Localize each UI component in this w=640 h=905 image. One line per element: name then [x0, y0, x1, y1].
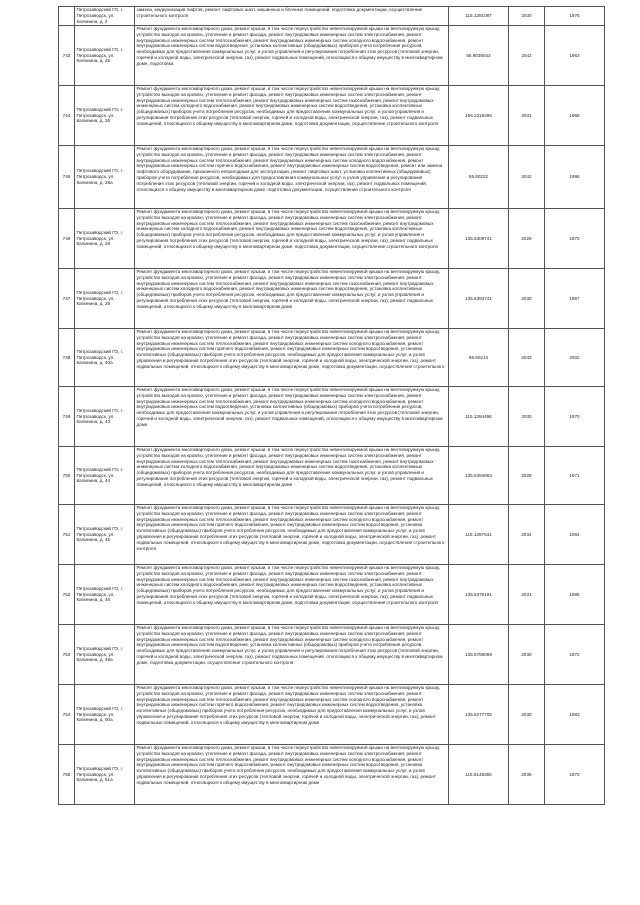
- table-row: [59, 26, 605, 86]
- row-repair-year: 2036: [509, 745, 545, 805]
- row-cost: 115.1394496: [449, 387, 509, 447]
- row-number: 743: [59, 26, 75, 86]
- row-address: Петрозаводский ГО, г. Петрозаводск, ул. Калинина, д. 25: [75, 26, 135, 86]
- table-row: [59, 745, 605, 805]
- row-build-year: 1983: [545, 685, 605, 745]
- row-build-year: 2002: [545, 329, 605, 387]
- row-cost: 135.5759069: [449, 625, 509, 685]
- table-body: [59, 7, 605, 805]
- row-address: Петрозаводский ГО, г. Петрозаводск, ул. Калинина, д. 2: [75, 7, 135, 26]
- row-cost: 65.9039042: [449, 26, 509, 86]
- row-cost: 115.1397541: [449, 505, 509, 565]
- table-row: [59, 505, 605, 565]
- row-repair-year: 2029: [509, 447, 545, 505]
- row-build-year: 1968: [545, 86, 605, 146]
- row-repair-year: 2042: [509, 146, 545, 209]
- table-row: [59, 269, 605, 329]
- row-address: Петрозаводский ГО, г. Петрозаводск, ул. Калинина, д. 28: [75, 209, 135, 269]
- row-works: Ремонт фундамента многоквартирного дома, ремонт крыши, в том числе переустройство невентилируемой крыши на вентилируемую крышу, устройство выходов на кровлю, утепление и ремонт фасада, ремонт внутридомовых инженерных систем электроснабжения, ремонт внутридомовых инженерных систем теплоснабжения, ремонт внутридомовых инженерных систем холодного водоснабжения, ремонт внутридомовых инженерных систем горячего водоснабжения, ремонт внутридомовых инженерных систем водоотведения, ремонт или замена лифтового оборудования, признанного непригодным для эксплуатации, ремонт лифтовых шахт, установка коллективных (общедомовых) приборов учета потребления ресурсов, необходимых для предоставления коммунальных услуг, и узлов управления и регулирования потребления этих ресурсов (тепловой энергии, горячей и холодной воды, электрической энергии, газ), ремонт подвальных помещений, относящихся к общему имуществу в многоквартирном доме, подготовка документации, осуществление строительного контроля: [135, 146, 449, 209]
- row-works: Ремонт фундамента многоквартирного дома, ремонт крыши, в том числе переустройство невентилируемой крыши на вентилируемую крышу, устройство выходов на кровлю, утепление и ремонт фасада, ремонт внутридомовых инженерных систем электроснабжения, ремонт внутридомовых инженерных систем теплоснабжения, ремонт внутридомовых инженерных систем газоснабжения, ремонт внутридомовых инженерных систем холодного водоснабжения, ремонт внутридомовых инженерных систем водоотведения, установка коллективных (общедомовых) приборов учета потребления ресурсов, необходимых для предоставления коммунальных услуг, и узлов управления и регулирования потребления этих ресурсов (тепловой энергии, горячей и холодной воды, электрической энергии, газ), ремонт подвальных помещений, относящихся к общему имуществу в многоквартирном доме: [135, 269, 449, 329]
- row-works: Ремонт фундамента многоквартирного дома, ремонт крыши, в том числе переустройство невентилируемой крыши на вентилируемую крышу, устройство выходов на кровлю, утепление и ремонт фасада, ремонт внутридомовых инженерных систем электроснабжения, ремонт внутридомовых инженерных систем теплоснабжения, ремонт внутридомовых инженерных систем газоснабжения, ремонт внутридомовых инженерных систем холодного водоснабжения, ремонт внутридомовых инженерных систем водоотведения, установка коллективных (общедомовых) приборов учета потребления ресурсов, необходимых для предоставления коммунальных услуг, и узлов управления и регулирования потребления этих ресурсов (тепловой энергии, горячей и холодной воды, электрической энергии, газ), ремонт подвальных помещений, относящихся к общему имуществу в многоквартирном доме: [135, 447, 449, 505]
- row-address: Петрозаводский ГО, г. Петрозаводск, ул. Калинина, д. 46: [75, 565, 135, 625]
- row-number: 747: [59, 269, 75, 329]
- table-row: [59, 7, 605, 26]
- row-address: Петрозаводский ГО, г. Петрозаводск, ул. Калинина, д. 43: [75, 387, 135, 447]
- table-row: [59, 146, 605, 209]
- row-works: замена, модернизация лифтов, ремонт лифтовых шахт, машинных и блочных помещений, подготовка документации, осуществление строительного контроля: [135, 7, 449, 26]
- row-cost: 65.80222: [449, 146, 509, 209]
- row-repair-year: 2030: [509, 7, 545, 26]
- row-number: 746: [59, 209, 75, 269]
- row-number: 745: [59, 146, 75, 209]
- row-build-year: 1973: [545, 745, 605, 805]
- row-address: Петрозаводский ГО, г. Петрозаводск, ул. Калинина, д. 40а: [75, 329, 135, 387]
- capital-repair-table: [58, 6, 605, 805]
- row-works: Ремонт фундамента многоквартирного дома, ремонт крыши, в том числе переустройство невентилируемой крыши на вентилируемую крышу, устройство выходов на кровлю, утепление и ремонт фасада, ремонт внутридомовых инженерных систем электроснабжения, ремонт внутридомовых инженерных систем теплоснабжения, ремонт внутридомовых инженерных систем холодного водоснабжения, ремонт внутридомовых инженерных систем горячего водоснабжения, ремонт внутридомовых инженерных систем водоотведения, установка коллективных (общедомовых) приборов учета потребления ресурсов, необходимых для предоставления коммунальных услуг, и узлов управления и регулирования потребления этих ресурсов (тепловой энергии, горячей и холодной воды, электрической энергии, газ), ремонт подвальных помещений, относящихся к общему имуществу в многоквартирном доме: [135, 685, 449, 745]
- row-cost: 135.5393741: [449, 269, 509, 329]
- row-repair-year: 2030: [509, 625, 545, 685]
- row-cost: 135.5394863: [449, 447, 509, 505]
- row-number: [59, 7, 75, 26]
- row-build-year: 1985: [545, 565, 605, 625]
- row-build-year: 1984: [545, 505, 605, 565]
- row-works: Ремонт фундамента многоквартирного дома, ремонт крыши, в том числе переустройство невентилируемой крыши на вентилируемую крышу, устройство выходов на кровлю, утепление и ремонт фасада, ремонт внутридомовых инженерных систем электроснабжения, ремонт внутридомовых инженерных систем теплоснабжения, ремонт внутридомовых инженерных систем холодного водоснабжения, ремонт внутридомовых инженерных систем горячего водоснабжения, ремонт внутридомовых инженерных систем водоотведения, установка коллективных (общедомовых) приборов учета потребления ресурсов, необходимых для предоставления коммунальных услуг, и узлов управления и регулирования потребления этих ресурсов (тепловой энергии, горячей и холодной воды, электрической энергии, газ), ремонт подвальных помещений, относящихся к общему имуществу в многоквартирном доме, подготовка документации, осуществление строительного: [135, 329, 449, 387]
- table-row: [59, 329, 605, 387]
- row-cost: 65.80214: [449, 329, 509, 387]
- row-works: Ремонт фундамента многоквартирного дома, ремонт крыши, в том числе переустройство невентилируемой крыши на вентилируемую крышу, устройство выходов на кровлю, утепление и ремонт фасада, ремонт внутридомовых инженерных систем электроснабжения, ремонт внутридомовых инженерных систем теплоснабжения, ремонт внутридомовых инженерных систем холодного водоснабжения, ремонт внутридомовых инженерных систем горячего водоснабжения, ремонт внутридомовых инженерных систем водоотведения, установка коллективных (общедомовых) приборов учета потребления ресурсов, необходимых для предоставления коммунальных услуг, и узлов управления и регулирования потребления этих ресурсов (тепловой энергии, горячей и холодной воды, электрической энергии, газ), ремонт подвальных помещений, относящихся к общему имуществу в многоквартирном доме, подготовка документации, осуществление строительного контроля: [135, 505, 449, 565]
- document-page: [58, 6, 604, 805]
- row-address: Петрозаводский ГО, г. Петрозаводск, ул. Калинина, д. 44: [75, 447, 135, 505]
- row-repair-year: 2031: [509, 565, 545, 625]
- row-build-year: 1970: [545, 387, 605, 447]
- row-build-year: 1972: [545, 625, 605, 685]
- table-row: [59, 447, 605, 505]
- row-number: 749: [59, 387, 75, 447]
- row-address: Петрозаводский ГО, г. Петрозаводск, ул. Калинина, д. 29: [75, 269, 135, 329]
- row-cost: 115.1391087: [449, 7, 509, 26]
- row-repair-year: 2042: [509, 26, 545, 86]
- row-repair-year: 2029: [509, 209, 545, 269]
- table-row: [59, 625, 605, 685]
- row-build-year: 1967: [545, 269, 605, 329]
- row-build-year: 1971: [545, 447, 605, 505]
- row-number: 751: [59, 505, 75, 565]
- table-row: [59, 387, 605, 447]
- row-number: 752: [59, 565, 75, 625]
- row-address: Петрозаводский ГО, г. Петрозаводск, ул. Калинина, д. 26: [75, 86, 135, 146]
- row-address: Петрозаводский ГО, г. Петрозаводск, ул. Калинина, д. 51а: [75, 745, 135, 805]
- row-works: Ремонт фундамента многоквартирного дома, ремонт крыши, в том числе переустройство невентилируемой крыши на вентилируемую крышу, устройство выходов на кровлю, утепление и ремонт фасада, ремонт внутридомовых инженерных систем электроснабжения, ремонт внутридомовых инженерных систем теплоснабжения, ремонт внутридомовых инженерных систем холодного водоснабжения, ремонт внутридомовых инженерных систем горячего водоснабжения, ремонт внутридомовых инженерных систем водоотведения, установка коллективных (общедомовых) приборов учета потребления ресурсов, необходимых для предоставления коммунальных услуг, и узлов управления и регулирования потребления этих ресурсов (тепловой энергии, горячей и холодной воды, электрической энергии, газ), ремонт подвальных помещений, относящихся к общему имуществу в многоквартирном доме: [135, 745, 449, 805]
- row-works: Ремонт фундамента многоквартирного дома, ремонт крыши, в том числе переустройство невентилируемой крыши на вентилируемую крышу, устройство выходов на кровлю, утепление и ремонт фасада, ремонт внутридомовых инженерных систем электроснабжения, ремонт внутридомовых инженерных систем теплоснабжения, ремонт внутридомовых инженерных систем холодного водоснабжения, ремонт внутридомовых инженерных систем водоотведения, установка коллективных (общедомовых) приборов учета потребления ресурсов, необходимых для предоставления коммунальных услуг, и узлов управления и регулирования потребления этих ресурсов (тепловой энергии, горячей и холодной воды, электрической энергии, газ), ремонт подвальных помещений, относящихся к общему имуществу в многоквартирном доме, подготовка: [135, 26, 449, 86]
- row-number: 753: [59, 625, 75, 685]
- row-address: Петрозаводский ГО, г. Петрозаводск, ул. Калинина, д. 50а: [75, 685, 135, 745]
- row-build-year: 1998: [545, 146, 605, 209]
- row-build-year: 1970: [545, 209, 605, 269]
- row-repair-year: 2034: [509, 505, 545, 565]
- row-cost: 156.2219296: [449, 86, 509, 146]
- row-repair-year: 2031: [509, 86, 545, 146]
- row-build-year: 1976: [545, 7, 605, 26]
- row-build-year: 1963: [545, 26, 605, 86]
- row-works: Ремонт фундамента многоквартирного дома, ремонт крыши, в том числе переустройство невентилируемой крыши на вентилируемую крышу, устройство выходов на кровлю, утепление и ремонт фасада, ремонт внутридомовых инженерных систем электроснабжения, ремонт внутридомовых инженерных систем теплоснабжения, ремонт внутридомовых инженерных систем холодного водоснабжения, ремонт внутридомовых инженерных систем водоотведения, установка коллективных (общедомовых) приборов учета потребления ресурсов, необходимых для предоставления коммунальных услуг, и узлов управления и регулирования потребления этих ресурсов (тепловой энергии, горячей и холодной воды, электрической энергии, газ), ремонт подвальных помещений, относящихся к общему имуществу в многоквартирном доме: [135, 387, 449, 447]
- row-repair-year: 2030: [509, 269, 545, 329]
- row-works: Ремонт фундамента многоквартирного дома, ремонт крыши, в том числе переустройство невентилируемой крыши на вентилируемую крышу, устройство выходов на кровлю, утепление и ремонт фасада, ремонт внутридомовых инженерных систем электроснабжения, ремонт внутридомовых инженерных систем теплоснабжения, ремонт внутридомовых инженерных систем газоснабжения, ремонт внутридомовых инженерных систем холодного водоснабжения, ремонт внутридомовых инженерных систем водоотведения, установка коллективных (общедомовых) приборов учета потребления ресурсов, необходимых для предоставления коммунальных услуг, и узлов управления и регулирования потребления этих ресурсов (тепловой энергии, горячей и холодной воды, электрической энергии, газ), ремонт подвальных помещений, относящихся к общему имуществу в многоквартирном доме, подготовка документации, осуществление строительного контроля: [135, 209, 449, 269]
- row-works: Ремонт фундамента многоквартирного дома, ремонт крыши, в том числе переустройство невентилируемой крыши на вентилируемую крышу, устройство выходов на кровлю, утепление и ремонт фасада, ремонт внутридомовых инженерных систем электроснабжения, ремонт внутридомовых инженерных систем теплоснабжения, ремонт внутридомовых инженерных систем газоснабжения, ремонт внутридомовых инженерных систем холодного водоснабжения, ремонт внутридомовых инженерных систем водоотведения, установка коллективных (общедомовых) приборов учета потребления ресурсов, необходимых для предоставления коммунальных услуг, и узлов управления и регулирования потребления этих ресурсов (тепловой энергии, горячей и холодной воды, электрической энергии, газ), ремонт подвальных помещений, относящихся к общему имуществу в многоквартирном доме, подготовка документации, осуществление строительного контроля: [135, 565, 449, 625]
- table-row: [59, 209, 605, 269]
- row-number: 755: [59, 745, 75, 805]
- row-works: Ремонт фундамента многоквартирного дома, ремонт крыши, в том числе переустройство невентилируемой крыши на вентилируемую крышу, устройство выходов на кровлю, утепление и ремонт фасада, ремонт внутридомовых инженерных систем электроснабжения, ремонт внутридомовых инженерных систем теплоснабжения, ремонт внутридомовых инженерных систем холодного водоснабжения, ремонт внутридомовых инженерных систем водоотведения, установка коллективных (общедомовых) приборов учета потребления ресурсов, необходимых для предоставления коммунальных услуг, и узлов управления и регулирования потребления этих ресурсов (тепловой энергии, горячей и холодной воды, электрической энергии, газ), ремонт подвальных помещений, относящихся к общему имуществу в многоквартирном доме, подготовка документации, осуществление строительного контроля: [135, 625, 449, 685]
- row-number: 750: [59, 447, 75, 505]
- row-cost: 135.5277705: [449, 685, 509, 745]
- table-row: [59, 685, 605, 745]
- table-row: [59, 565, 605, 625]
- row-number: 744: [59, 86, 75, 146]
- row-repair-year: 2030: [509, 387, 545, 447]
- row-address: Петрозаводский ГО, г. Петрозаводск, ул. Калинина, д. 45: [75, 505, 135, 565]
- row-repair-year: 2043: [509, 329, 545, 387]
- row-address: Петрозаводский ГО, г. Петрозаводск, ул. Калинина, д. 48а: [75, 625, 135, 685]
- row-repair-year: 2030: [509, 685, 545, 745]
- row-works: Ремонт фундамента многоквартирного дома, ремонт крыши, в том числе переустройство невентилируемой крыши на вентилируемую крышу, устройство выходов на кровлю, утепление и ремонт фасада, ремонт внутридомовых инженерных систем электроснабжения, ремонт внутридомовых инженерных систем теплоснабжения, ремонт внутридомовых инженерных систем газоснабжения, ремонт внутридомовых инженерных систем холодного водоснабжения, ремонт внутридомовых инженерных систем водоотведения, установка коллективных (общедомовых) приборов учета потребления ресурсов, необходимых для предоставления коммунальных услуг, и узлов управления и регулирования потребления этих ресурсов (тепловой энергии, горячей и холодной воды, электрической энергии, газ), ремонт подвальных помещений, относящихся к общему имуществу в многоквартирном доме, подготовка документации, осуществление строительного контроля: [135, 86, 449, 146]
- row-address: Петрозаводский ГО, г. Петрозаводск, ул. Калинина, д. 28а: [75, 146, 135, 209]
- row-cost: 135.5309741: [449, 209, 509, 269]
- row-cost: 115.5148355: [449, 745, 509, 805]
- row-number: 754: [59, 685, 75, 745]
- row-number: 748: [59, 329, 75, 387]
- row-cost: 135.5376191: [449, 565, 509, 625]
- table-row: [59, 86, 605, 146]
